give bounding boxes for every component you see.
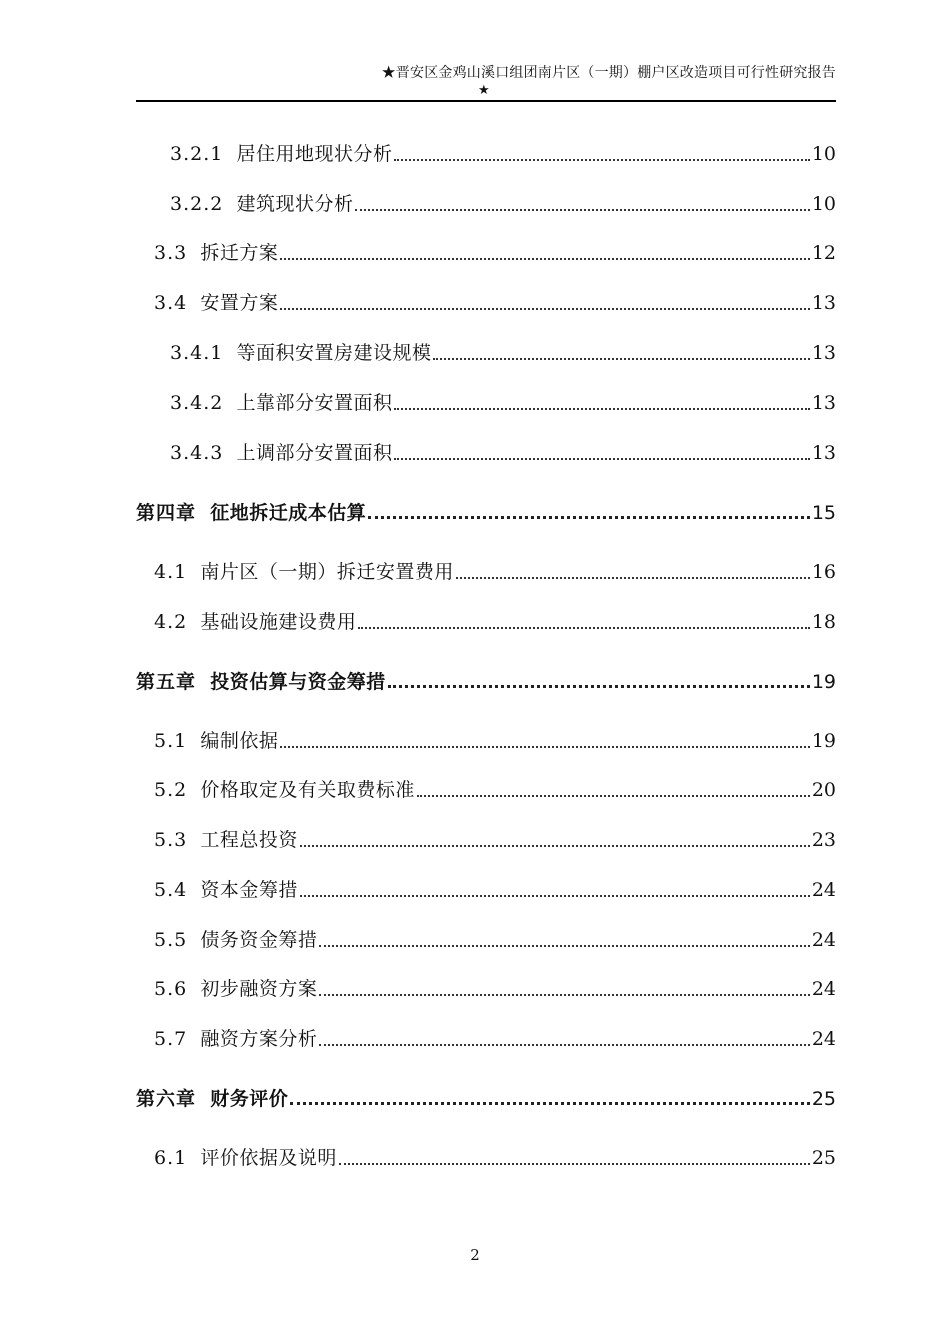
toc-entry-page: 10 bbox=[811, 193, 836, 215]
toc-entry-page: 25 bbox=[811, 1147, 836, 1169]
toc-entry-number: 5.2 bbox=[154, 779, 188, 801]
toc-entry-number: 3.2.1 bbox=[170, 143, 224, 165]
toc-entry-title: 评价依据及说明 bbox=[200, 1147, 337, 1169]
toc-entry-title: 资本金筹措 bbox=[200, 879, 298, 901]
toc-entry-title: 债务资金筹措 bbox=[200, 929, 318, 951]
toc-leader-dots bbox=[339, 1163, 810, 1165]
header-star-icon: ★ bbox=[478, 83, 490, 98]
toc-leader-dots bbox=[417, 795, 810, 797]
toc-entry[interactable] bbox=[136, 234, 836, 264]
toc-entry-page: 13 bbox=[811, 292, 836, 314]
toc-chapter-number: 第六章 bbox=[136, 1088, 197, 1110]
toc-leader-dots bbox=[290, 1102, 810, 1105]
toc-entry-title: 上靠部分安置面积 bbox=[236, 392, 393, 414]
toc-entry-page: 12 bbox=[811, 242, 836, 264]
toc-entry-page: 13 bbox=[811, 442, 836, 464]
toc-entry-page: 25 bbox=[811, 1088, 836, 1110]
toc-leader-dots bbox=[358, 627, 809, 629]
toc-leader-dots bbox=[300, 895, 810, 897]
toc-entry-number: 3.2.2 bbox=[170, 193, 224, 215]
toc-leader-dots bbox=[319, 1044, 809, 1046]
toc-entry-page: 24 bbox=[811, 879, 836, 901]
toc-entry[interactable] bbox=[136, 334, 836, 364]
toc-entry-title: 初步融资方案 bbox=[200, 978, 318, 1000]
toc-entry-title: 拆迁方案 bbox=[200, 242, 279, 264]
toc-entry-number: 3.4.1 bbox=[170, 342, 224, 364]
toc-chapter-title: 投资估算与资金筹措 bbox=[210, 671, 386, 693]
toc-chapter-title: 征地拆迁成本估算 bbox=[210, 502, 367, 524]
toc-leader-dots bbox=[394, 159, 809, 161]
toc-leader-dots bbox=[388, 685, 810, 688]
toc-leader-dots bbox=[456, 577, 810, 579]
toc-entry-page: 18 bbox=[811, 611, 836, 633]
toc-entry[interactable] bbox=[136, 1020, 836, 1050]
toc-entry-number: 5.4 bbox=[154, 879, 188, 901]
toc-entry[interactable] bbox=[136, 135, 836, 165]
toc-entry-title: 基础设施建设费用 bbox=[200, 611, 357, 633]
toc-entry-number: 3.4.3 bbox=[170, 442, 224, 464]
toc-leader-dots bbox=[280, 746, 809, 748]
toc-entry-page: 20 bbox=[811, 779, 836, 801]
toc-entry-page: 13 bbox=[811, 342, 836, 364]
toc-entry[interactable] bbox=[136, 921, 836, 951]
toc-entry-page: 24 bbox=[811, 1028, 836, 1050]
toc-entry[interactable] bbox=[136, 434, 836, 464]
toc-entry-page: 23 bbox=[811, 829, 836, 851]
toc-leader-dots bbox=[394, 458, 809, 460]
toc-entry-title: 编制依据 bbox=[200, 730, 279, 752]
toc-entry-page: 10 bbox=[811, 143, 836, 165]
running-header: ★晋安区金鸡山溪口组团南片区（一期）棚户区改造项目可行性研究报告 bbox=[381, 65, 836, 81]
toc-entry-number: 5.6 bbox=[154, 978, 188, 1000]
toc-entry[interactable] bbox=[136, 771, 836, 801]
toc-entry-title: 融资方案分析 bbox=[200, 1028, 318, 1050]
toc-entry-number: 5.5 bbox=[154, 929, 188, 951]
toc-entry[interactable] bbox=[136, 384, 836, 414]
toc-leader-dots bbox=[300, 845, 810, 847]
toc-entry-number: 3.4 bbox=[154, 292, 188, 314]
toc-leader-dots bbox=[368, 516, 810, 519]
toc-entry[interactable] bbox=[136, 553, 836, 583]
toc-entry-page: 19 bbox=[811, 671, 836, 693]
toc-entry-title: 建筑现状分析 bbox=[236, 193, 354, 215]
toc-chapter-title: 财务评价 bbox=[210, 1088, 289, 1110]
toc-entry[interactable] bbox=[136, 603, 836, 633]
toc-entry-title: 安置方案 bbox=[200, 292, 279, 314]
toc-entry[interactable] bbox=[136, 871, 836, 901]
toc-chapter-entry[interactable] bbox=[136, 494, 836, 524]
toc-leader-dots bbox=[280, 308, 809, 310]
page-number: 2 bbox=[470, 1246, 480, 1264]
toc-entry-title: 居住用地现状分析 bbox=[236, 143, 393, 165]
toc-entry[interactable] bbox=[136, 970, 836, 1000]
toc-entry-page: 19 bbox=[811, 730, 836, 752]
toc-entry-number: 4.1 bbox=[154, 561, 188, 583]
toc-entry-title: 等面积安置房建设规模 bbox=[236, 342, 432, 364]
toc-entry-number: 5.3 bbox=[154, 829, 188, 851]
toc-chapter-entry[interactable] bbox=[136, 1080, 836, 1110]
toc-entry-page: 13 bbox=[811, 392, 836, 414]
toc-entry[interactable] bbox=[136, 722, 836, 752]
toc-leader-dots bbox=[355, 209, 809, 211]
toc-chapter-number: 第四章 bbox=[136, 502, 197, 524]
toc-leader-dots bbox=[319, 945, 809, 947]
toc-entry-number: 3.4.2 bbox=[170, 392, 224, 414]
toc-entry-page: 16 bbox=[811, 561, 836, 583]
toc-entry-title: 上调部分安置面积 bbox=[236, 442, 393, 464]
toc-chapter-number: 第五章 bbox=[136, 671, 197, 693]
toc-entry-page: 24 bbox=[811, 929, 836, 951]
toc-entry[interactable] bbox=[136, 185, 836, 215]
toc-entry-page: 15 bbox=[811, 502, 836, 524]
toc-entry-number: 5.7 bbox=[154, 1028, 188, 1050]
toc-entry[interactable] bbox=[136, 1139, 836, 1169]
toc-entry-number: 4.2 bbox=[154, 611, 188, 633]
header-divider bbox=[136, 100, 836, 102]
toc-entry-number: 3.3 bbox=[154, 242, 188, 264]
toc-leader-dots bbox=[433, 358, 809, 360]
toc-entry-page: 24 bbox=[811, 978, 836, 1000]
toc-leader-dots bbox=[394, 408, 809, 410]
toc-entry-number: 5.1 bbox=[154, 730, 188, 752]
toc-entry-title: 价格取定及有关取费标准 bbox=[200, 779, 415, 801]
toc-entry-title: 工程总投资 bbox=[200, 829, 298, 851]
toc-entry-title: 南片区（一期）拆迁安置费用 bbox=[200, 561, 454, 583]
toc-entry-number: 6.1 bbox=[154, 1147, 188, 1169]
toc-entry[interactable] bbox=[136, 821, 836, 851]
toc-leader-dots bbox=[280, 258, 809, 260]
toc-chapter-entry[interactable] bbox=[136, 663, 836, 693]
toc-entry[interactable] bbox=[136, 284, 836, 314]
toc-leader-dots bbox=[319, 994, 809, 996]
